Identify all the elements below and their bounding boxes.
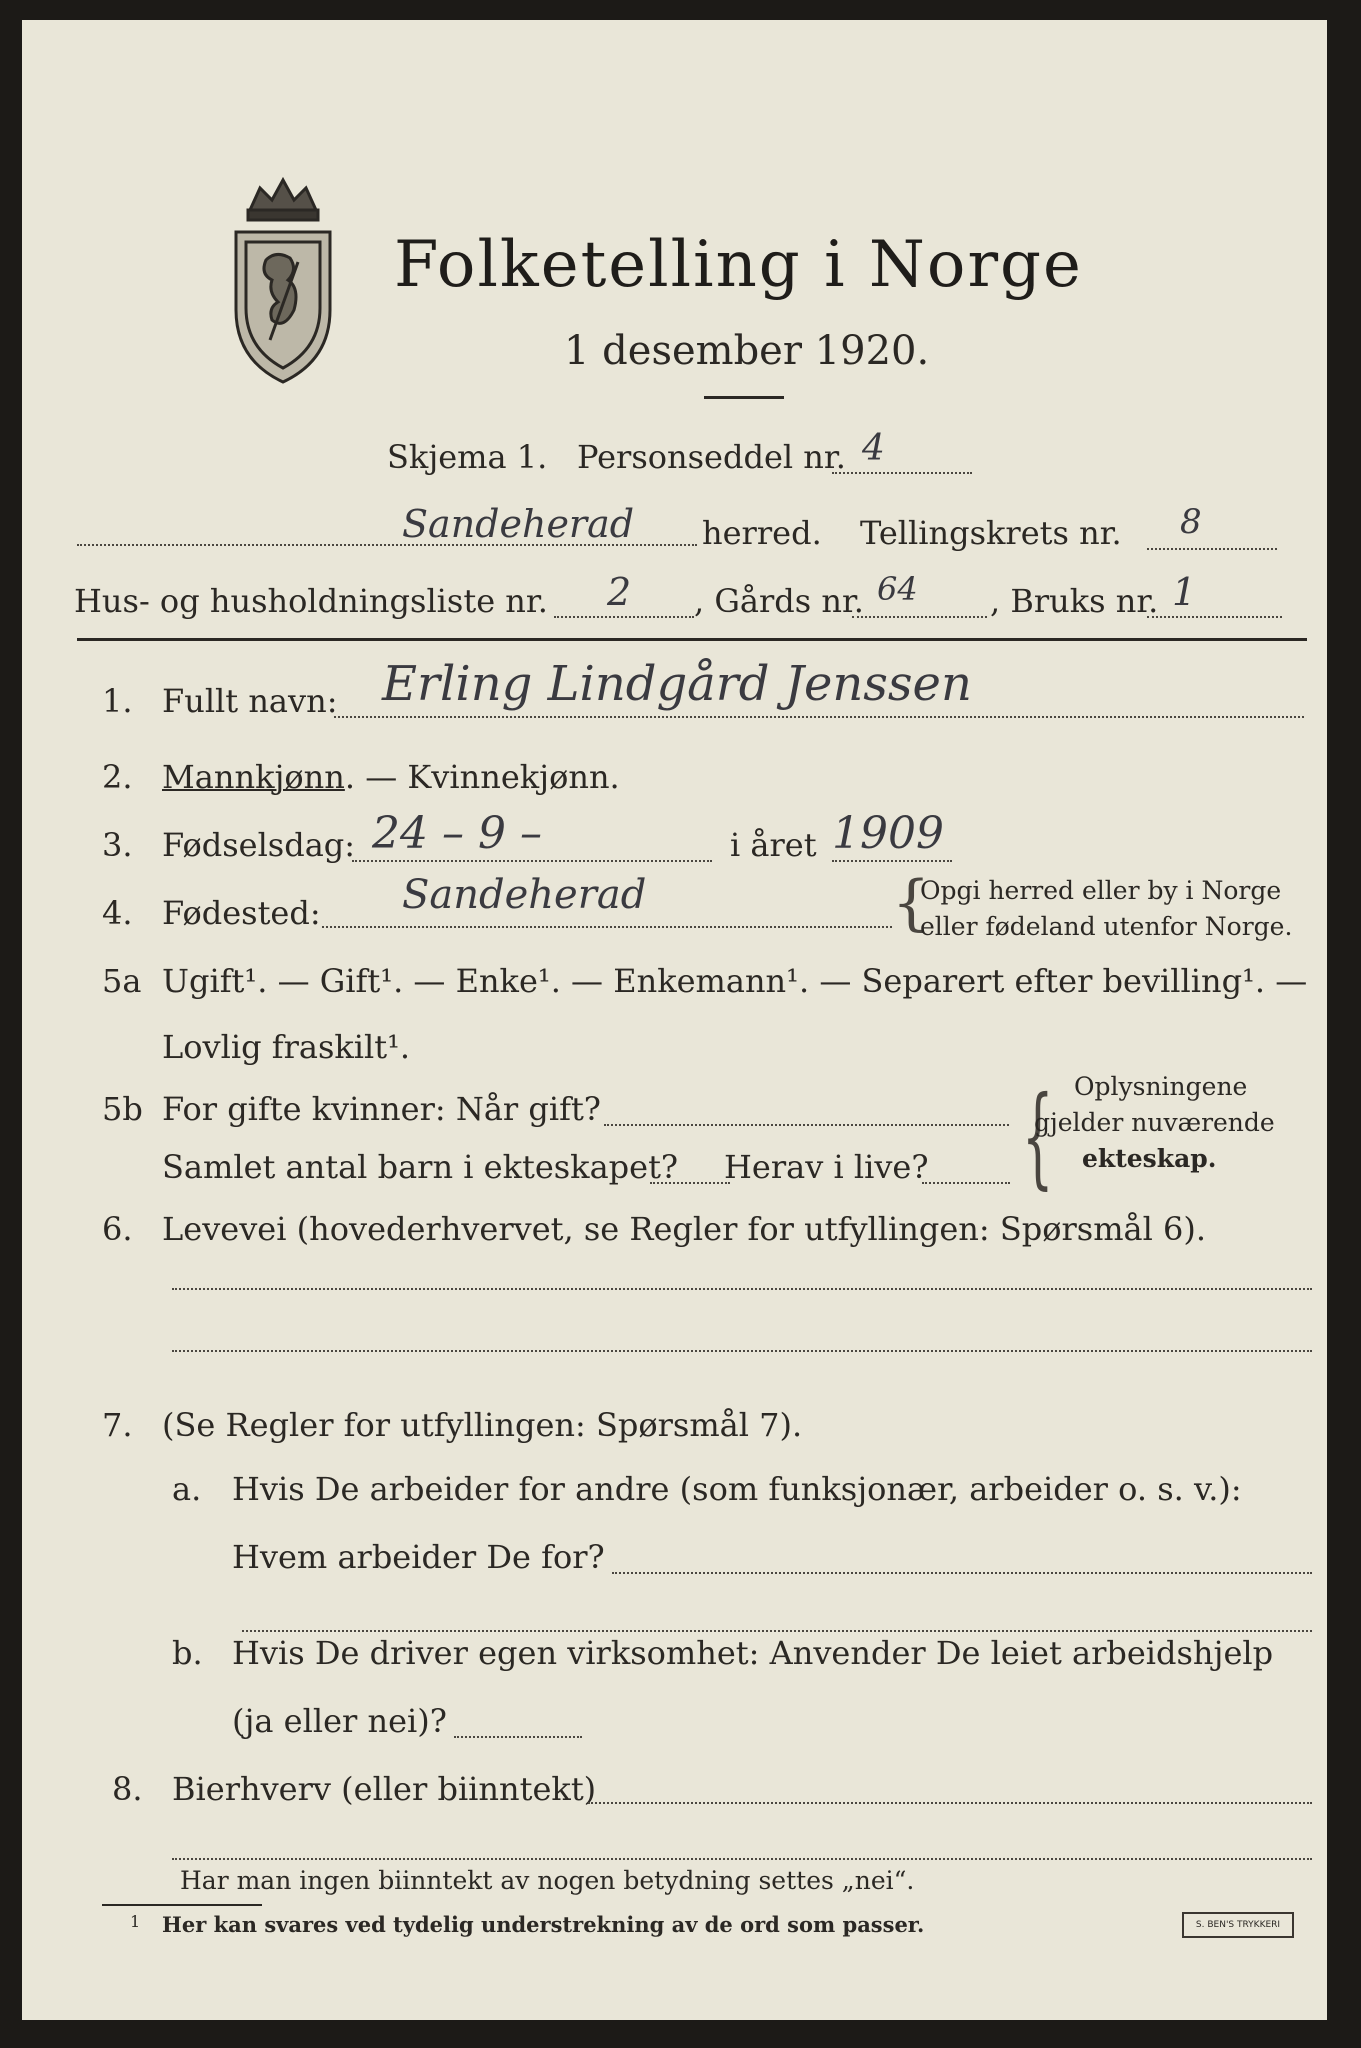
q5b-note3: ekteskap.	[1082, 1144, 1217, 1173]
q5b-note2: gjelder nuværende	[1034, 1108, 1275, 1137]
q3-number: 3.	[102, 826, 133, 864]
q7a-letter: a.	[172, 1470, 202, 1508]
bruks-line	[1147, 616, 1282, 618]
personseddel-line	[832, 472, 972, 474]
q2-mann: Mannkjønn	[162, 758, 345, 796]
q5b-line2a: Samlet antal barn i ekteskapet?	[162, 1148, 679, 1186]
q3-year-value: 1909	[832, 808, 944, 859]
q1-label: Fullt navn:	[162, 682, 338, 720]
bruks-value: 1	[1172, 570, 1197, 614]
section-divider	[77, 638, 1307, 641]
herred-value: Sandeherad	[402, 502, 635, 546]
tellingskrets-value: 8	[1180, 502, 1202, 542]
q5b-note1: Oplysningene	[1074, 1072, 1248, 1101]
q5b-brace: {	[1022, 1072, 1054, 1200]
q4-number: 4.	[102, 894, 133, 932]
q2-sep: . —	[344, 758, 408, 796]
census-form	[22, 20, 1327, 2020]
footnote-text: Her kan svares ved tydelig understrekning av de ord som passer.	[162, 1912, 925, 1937]
q3-label: Fødselsdag:	[162, 826, 356, 864]
q4-label: Fødested:	[162, 894, 321, 932]
printer-stamp	[1182, 1912, 1294, 1938]
q5a-line2: Lovlig fraskilt¹.	[162, 1028, 411, 1066]
q3-year-label: i året	[730, 826, 817, 864]
q5b-married-line	[604, 1124, 1009, 1126]
q4-line	[322, 926, 892, 928]
hus-label: Hus- og husholdningsliste nr.	[74, 582, 548, 620]
q3-line	[352, 860, 712, 862]
q2-options	[162, 758, 620, 796]
q5a-line1: Ugift¹. — Gift¹. — Enke¹. — Enkemann¹. — Separert efter bevilling¹. —	[162, 962, 1308, 1000]
q6-number: 6.	[102, 1210, 133, 1248]
q7a-employer-line	[612, 1572, 1312, 1574]
q1-value: Erling Lindgård Jenssen	[382, 656, 972, 712]
q2-number: 2.	[102, 758, 133, 796]
printer-name: S. BEN'S TRYKKERI	[1195, 1920, 1281, 1930]
q6-label: Levevei (hovederhvervet, se Regler for utfyllingen: Spørsmål 6).	[162, 1210, 1207, 1248]
q8-label: Bierhverv (eller biinntekt)	[172, 1770, 597, 1808]
q7a-line-extra	[242, 1630, 1312, 1632]
footnote-rule	[102, 1904, 262, 1906]
q4-brace: {	[892, 868, 931, 938]
q5b-alive-line	[922, 1182, 1010, 1184]
title-rule	[704, 396, 784, 399]
q7b-line1: Hvis De driver egen virksomhet: Anvender De leiet arbeidshjelp	[232, 1634, 1274, 1672]
hus-line	[554, 616, 694, 618]
q8-number: 8.	[112, 1770, 143, 1808]
coat-of-arms-icon	[228, 170, 338, 390]
gards-label: , Gårds nr.	[694, 582, 864, 620]
footnote-mark: 1	[130, 1912, 141, 1931]
q3-value: 24 – 9 –	[372, 808, 542, 859]
tellingskrets-line	[1147, 548, 1277, 550]
form-title: Folketelling i Norge	[394, 228, 1083, 302]
q5a-number: 5a	[102, 962, 142, 1000]
q4-value: Sandeherad	[402, 872, 647, 918]
q7b-answer-line	[454, 1736, 582, 1738]
form-date: 1 desember 1920.	[564, 328, 930, 374]
q7b-line2: (ja eller nei)?	[232, 1702, 447, 1740]
q7-label: (Se Regler for utfyllingen: Spørsmål 7).	[162, 1406, 803, 1444]
q1-number: 1.	[102, 682, 133, 720]
q3-year-line	[832, 860, 952, 862]
q2-end: .	[609, 758, 620, 796]
q4-note-line1: Opgi herred eller by i Norge	[920, 876, 1282, 905]
personseddel-value: 4	[862, 428, 885, 469]
gards-line	[852, 616, 987, 618]
tellingskrets-label: Tellingskrets nr.	[860, 514, 1122, 552]
gards-value: 64	[877, 570, 918, 608]
q4-note-line2: eller fødeland utenfor Norge.	[920, 912, 1293, 941]
q8-line2	[172, 1858, 1312, 1860]
hus-value: 2	[607, 570, 632, 614]
skjema-label: Skjema 1.	[387, 438, 548, 476]
q7a-line1: Hvis De arbeider for andre (som funksjonær, arbeider o. s. v.):	[232, 1470, 1242, 1508]
q7b-letter: b.	[172, 1634, 203, 1672]
q7a-line2: Hvem arbeider De for?	[232, 1538, 605, 1576]
q5b-line1: For gifte kvinner: Når gift?	[162, 1090, 601, 1128]
q8-line1	[588, 1802, 1312, 1804]
herred-label: herred.	[702, 514, 822, 552]
q5b-line2b: Herav i live?	[724, 1148, 929, 1186]
q1-line	[334, 716, 1304, 718]
q5b-children-line	[650, 1182, 730, 1184]
q6-line1	[172, 1288, 1312, 1290]
q2-kvinne: Kvinnekjønn	[407, 758, 610, 796]
q6-line2	[172, 1350, 1312, 1352]
q8-note: Har man ingen biinntekt av nogen betydning settes „nei“.	[180, 1866, 915, 1895]
q5b-number: 5b	[102, 1090, 143, 1128]
personseddel-label: Personseddel nr.	[577, 438, 846, 476]
q7-number: 7.	[102, 1406, 133, 1444]
bruks-label: , Bruks nr.	[990, 582, 1159, 620]
